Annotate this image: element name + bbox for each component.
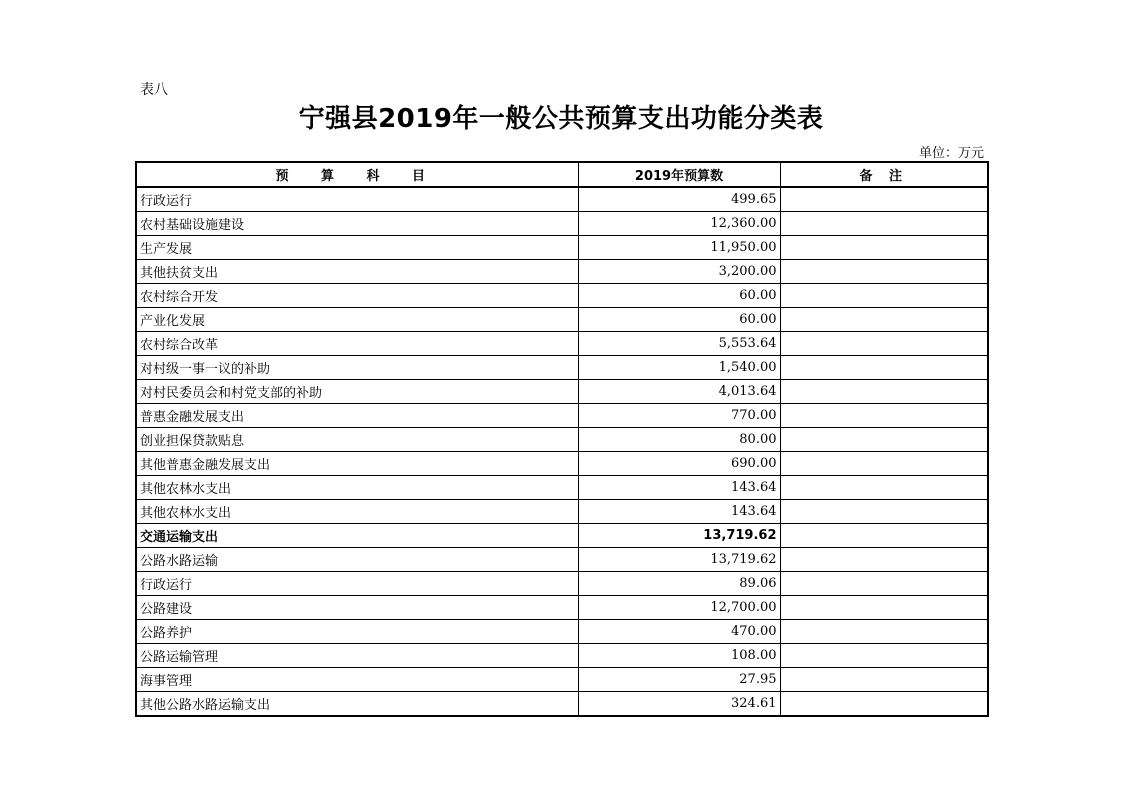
- table-row: [136, 187, 988, 212]
- table-row: [136, 692, 988, 717]
- table-row: [136, 356, 988, 380]
- note-cell: [780, 428, 988, 452]
- subject-cell: 交通运输支出: [136, 524, 578, 548]
- table-row: [136, 572, 988, 596]
- note-cell: [780, 644, 988, 668]
- amount-cell: 143.64: [578, 476, 780, 500]
- note-cell: [780, 236, 988, 260]
- table-row: [136, 500, 988, 524]
- note-cell: [780, 500, 988, 524]
- subject-cell: 其他扶贫支出: [136, 260, 578, 284]
- subject-cell: 生产发展: [136, 236, 578, 260]
- amount-cell: 13,719.62: [578, 524, 780, 548]
- note-cell: [780, 620, 988, 644]
- table-row: [136, 332, 988, 356]
- amount-cell: 27.95: [578, 668, 780, 692]
- subject-cell: 公路养护: [136, 620, 578, 644]
- subject-cell: 农村综合开发: [136, 284, 578, 308]
- note-cell: [780, 260, 988, 284]
- amount-cell: 108.00: [578, 644, 780, 668]
- table-row: [136, 668, 988, 692]
- amount-cell: 89.06: [578, 572, 780, 596]
- amount-cell: 60.00: [578, 284, 780, 308]
- header-note: 备 注: [780, 162, 988, 187]
- table-row: [136, 548, 988, 572]
- note-cell: [780, 380, 988, 404]
- subject-cell: 其他公路水路运输支出: [136, 692, 578, 717]
- amount-cell: 12,360.00: [578, 212, 780, 236]
- subject-cell: 行政运行: [136, 187, 578, 212]
- table-row-category: [136, 524, 988, 548]
- amount-cell: 80.00: [578, 428, 780, 452]
- amount-cell: 12,700.00: [578, 596, 780, 620]
- amount-cell: 4,013.64: [578, 380, 780, 404]
- subject-cell: 创业担保贷款贴息: [136, 428, 578, 452]
- table-row: [136, 404, 988, 428]
- note-cell: [780, 284, 988, 308]
- subject-cell: 公路运输管理: [136, 644, 578, 668]
- note-cell: [780, 572, 988, 596]
- note-cell: [780, 524, 988, 548]
- header-amount: 2019年预算数: [578, 162, 780, 187]
- note-cell: [780, 692, 988, 717]
- amount-cell: 11,950.00: [578, 236, 780, 260]
- page-title: 宁强县2019年一般公共预算支出功能分类表: [298, 104, 824, 134]
- table-row: [136, 428, 988, 452]
- table-row: [136, 236, 988, 260]
- subject-cell: 对村民委员会和村党支部的补助: [136, 380, 578, 404]
- subject-cell: 普惠金融发展支出: [136, 404, 578, 428]
- table-row: [136, 260, 988, 284]
- unit-label: 单位：万元: [918, 146, 984, 161]
- amount-cell: 324.61: [578, 692, 780, 717]
- table-row: [136, 596, 988, 620]
- note-cell: [780, 476, 988, 500]
- note-cell: [780, 332, 988, 356]
- note-cell: [780, 356, 988, 380]
- table-row: [136, 212, 988, 236]
- table-row: [136, 308, 988, 332]
- subject-cell: 其他农林水支出: [136, 500, 578, 524]
- table-row: [136, 380, 988, 404]
- table-row: [136, 284, 988, 308]
- subject-cell: 产业化发展: [136, 308, 578, 332]
- subject-cell: 行政运行: [136, 572, 578, 596]
- amount-cell: 470.00: [578, 620, 780, 644]
- note-cell: [780, 212, 988, 236]
- subject-cell: 公路建设: [136, 596, 578, 620]
- subject-cell: 对村级一事一议的补助: [136, 356, 578, 380]
- note-cell: [780, 548, 988, 572]
- amount-cell: 5,553.64: [578, 332, 780, 356]
- amount-cell: 770.00: [578, 404, 780, 428]
- table-number: 表八: [140, 82, 168, 98]
- subject-cell: 海事管理: [136, 668, 578, 692]
- table-row: [136, 644, 988, 668]
- header-subject: 预 算 科 目: [136, 162, 578, 187]
- subject-cell: 其他农林水支出: [136, 476, 578, 500]
- amount-cell: 499.65: [578, 187, 780, 212]
- note-cell: [780, 187, 988, 212]
- amount-cell: 3,200.00: [578, 260, 780, 284]
- table-row: [136, 620, 988, 644]
- amount-cell: 13,719.62: [578, 548, 780, 572]
- subject-cell: 农村基础设施建设: [136, 212, 578, 236]
- table-row: [136, 452, 988, 476]
- note-cell: [780, 404, 988, 428]
- amount-cell: 1,540.00: [578, 356, 780, 380]
- amount-cell: 60.00: [578, 308, 780, 332]
- budget-table: [135, 161, 989, 717]
- table-row: [136, 476, 988, 500]
- subject-cell: 公路水路运输: [136, 548, 578, 572]
- amount-cell: 143.64: [578, 500, 780, 524]
- amount-cell: 690.00: [578, 452, 780, 476]
- note-cell: [780, 668, 988, 692]
- note-cell: [780, 452, 988, 476]
- note-cell: [780, 596, 988, 620]
- subject-cell: 农村综合改革: [136, 332, 578, 356]
- table-header-row: [136, 162, 988, 187]
- note-cell: [780, 308, 988, 332]
- subject-cell: 其他普惠金融发展支出: [136, 452, 578, 476]
